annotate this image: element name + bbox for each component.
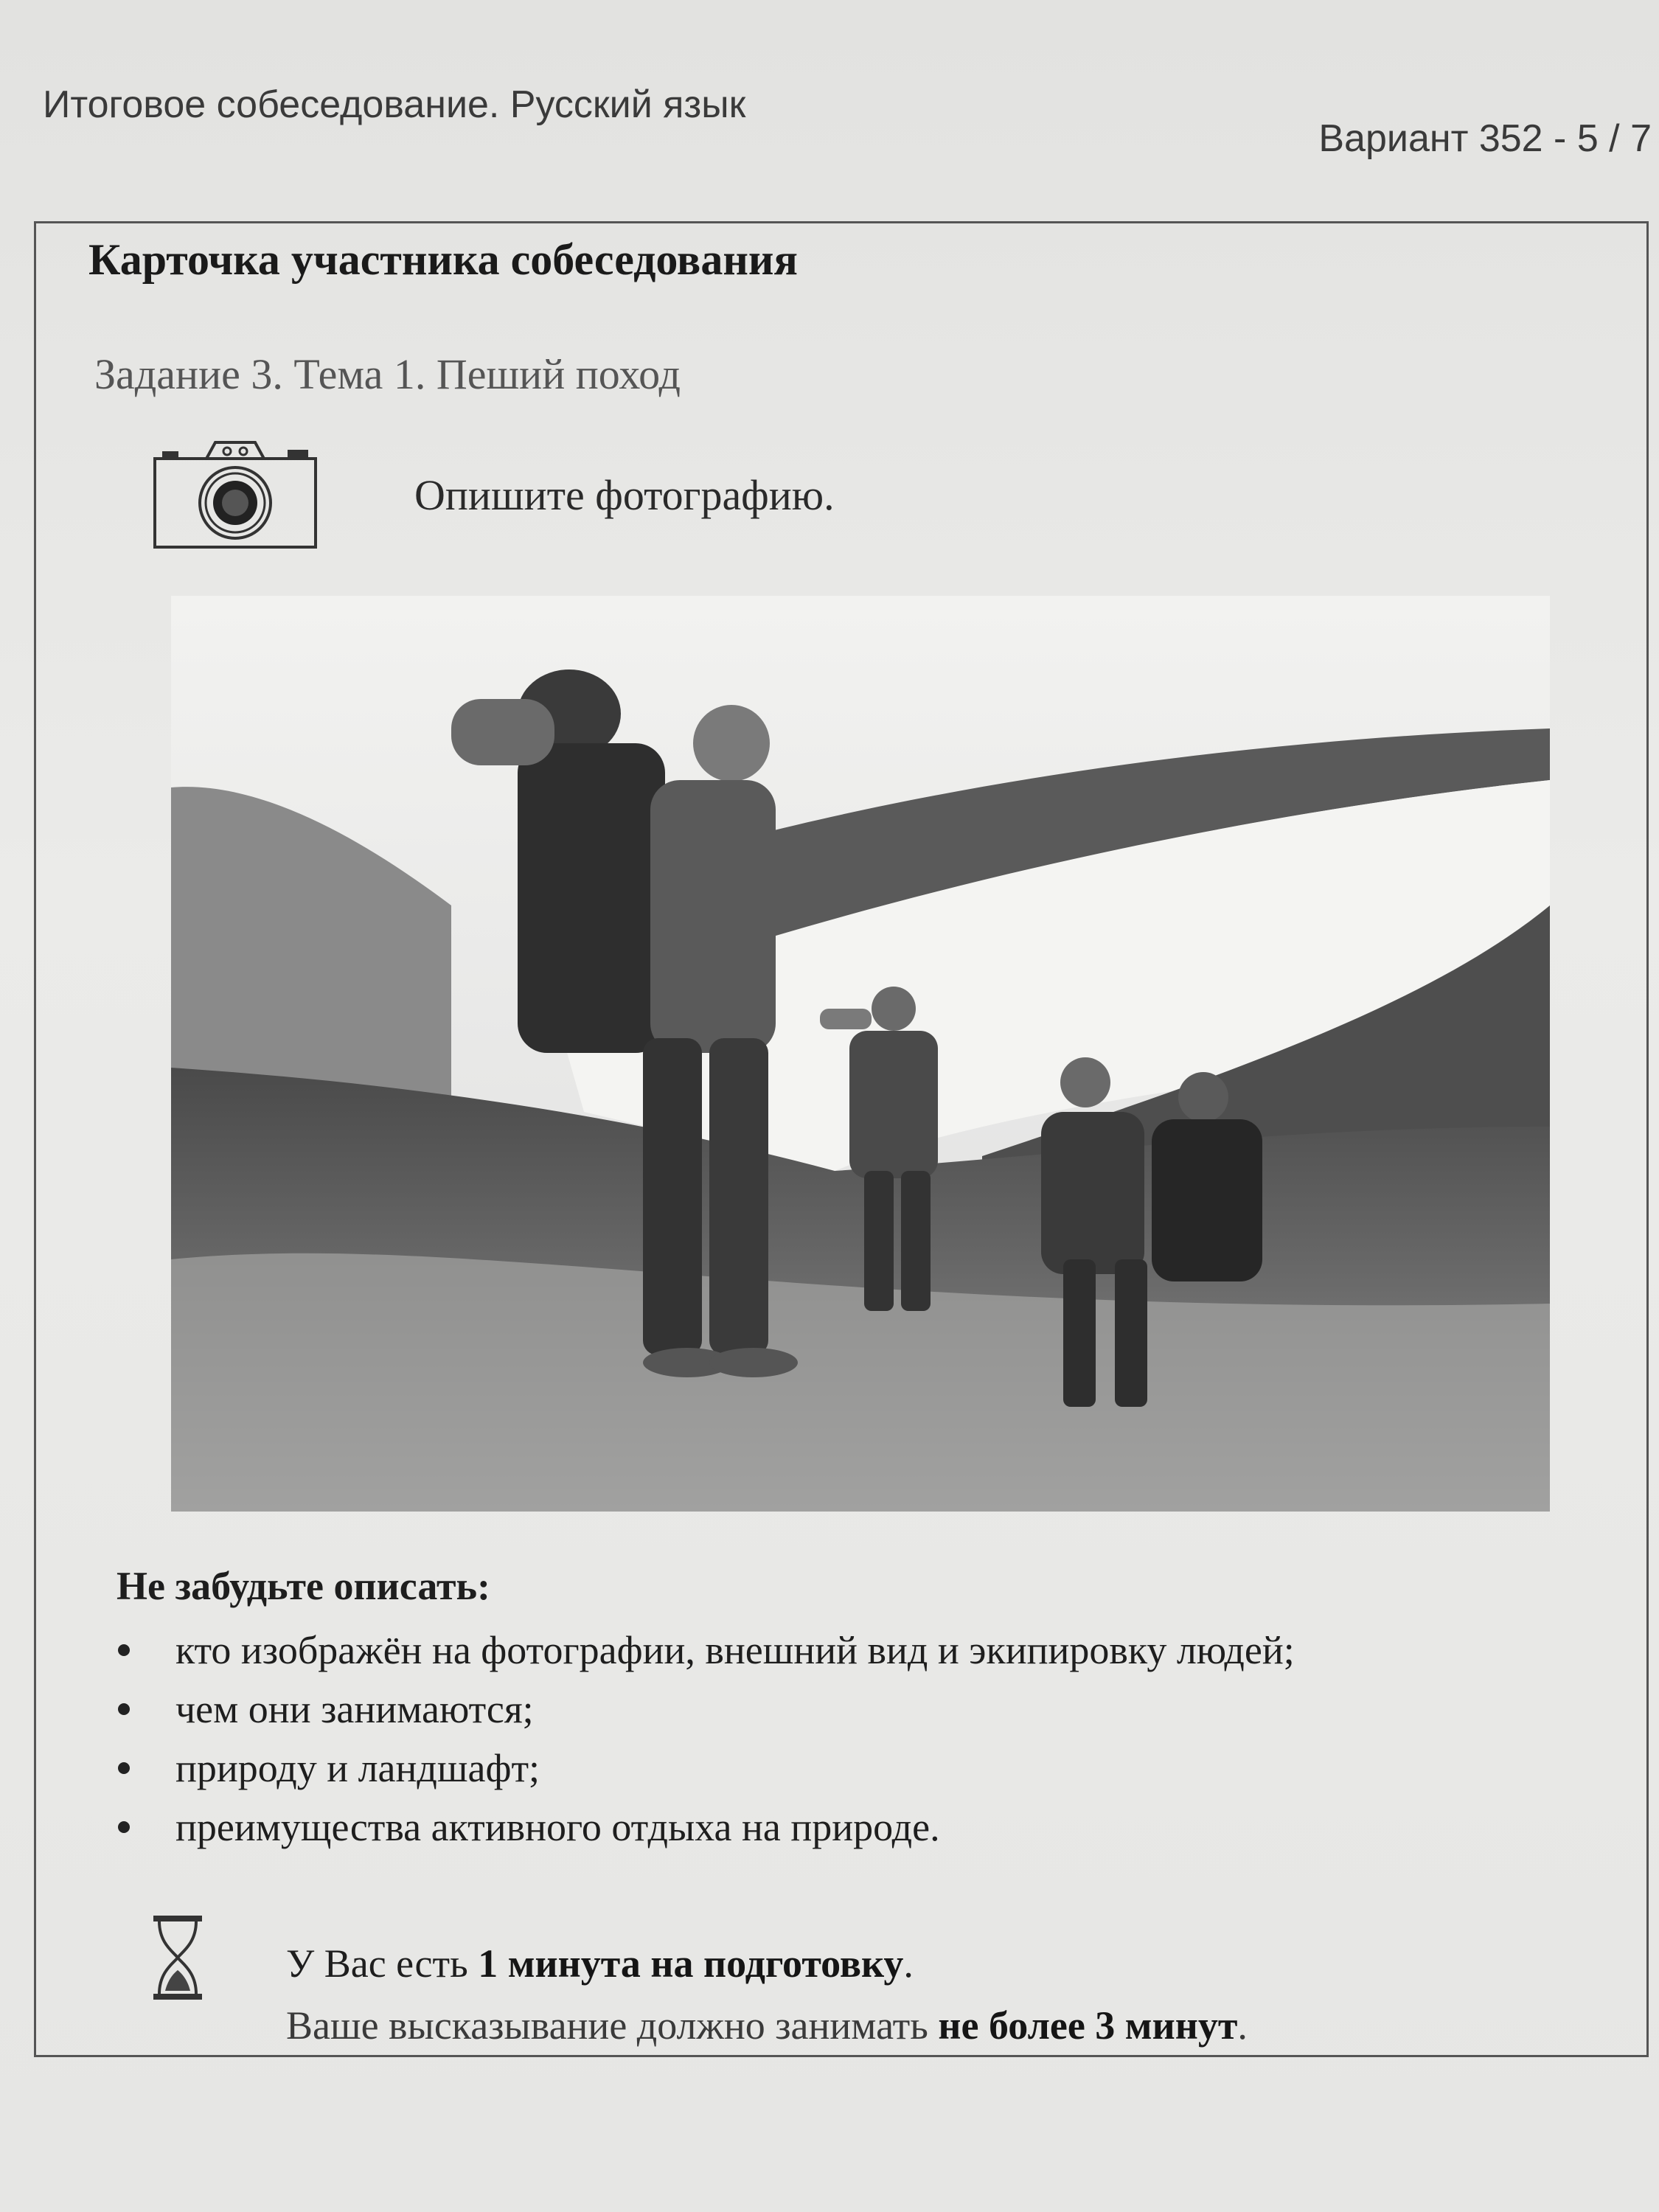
instruction-text: Опишите фотографию. bbox=[414, 471, 835, 519]
reminder-heading: Не забудьте описать: bbox=[116, 1564, 491, 1608]
hiking-photo bbox=[171, 596, 1550, 1512]
variant-label: Вариант 352 - 5 / 7 bbox=[1318, 117, 1652, 160]
speech-time-value: не более 3 минут bbox=[938, 2003, 1238, 2048]
preparation-time: У Вас есть 1 минута на подготовку. bbox=[286, 1941, 914, 1986]
list-item: кто изображён на фотографии, внешний вид и экипировку людей; bbox=[115, 1621, 1295, 1680]
card-title: Карточка участника собеседования bbox=[88, 235, 798, 284]
list-item: преимущества активного отдыха на природе. bbox=[115, 1798, 1295, 1857]
list-item: чем они занимаются; bbox=[115, 1680, 1295, 1739]
speech-time: Ваше высказывание должно занимать не более 3 минут. bbox=[286, 2003, 1248, 2048]
hourglass-icon bbox=[152, 1914, 204, 2001]
task-topic: Задание 3. Тема 1. Пеший поход bbox=[94, 350, 681, 398]
preparation-time-value: 1 минута на подготовку bbox=[478, 1941, 904, 1986]
list-item: природу и ландшафт; bbox=[115, 1739, 1295, 1798]
exam-title: Итоговое собеседование. Русский язык bbox=[43, 83, 746, 126]
reminder-list bbox=[115, 1621, 1295, 1857]
camera-icon bbox=[152, 439, 319, 550]
